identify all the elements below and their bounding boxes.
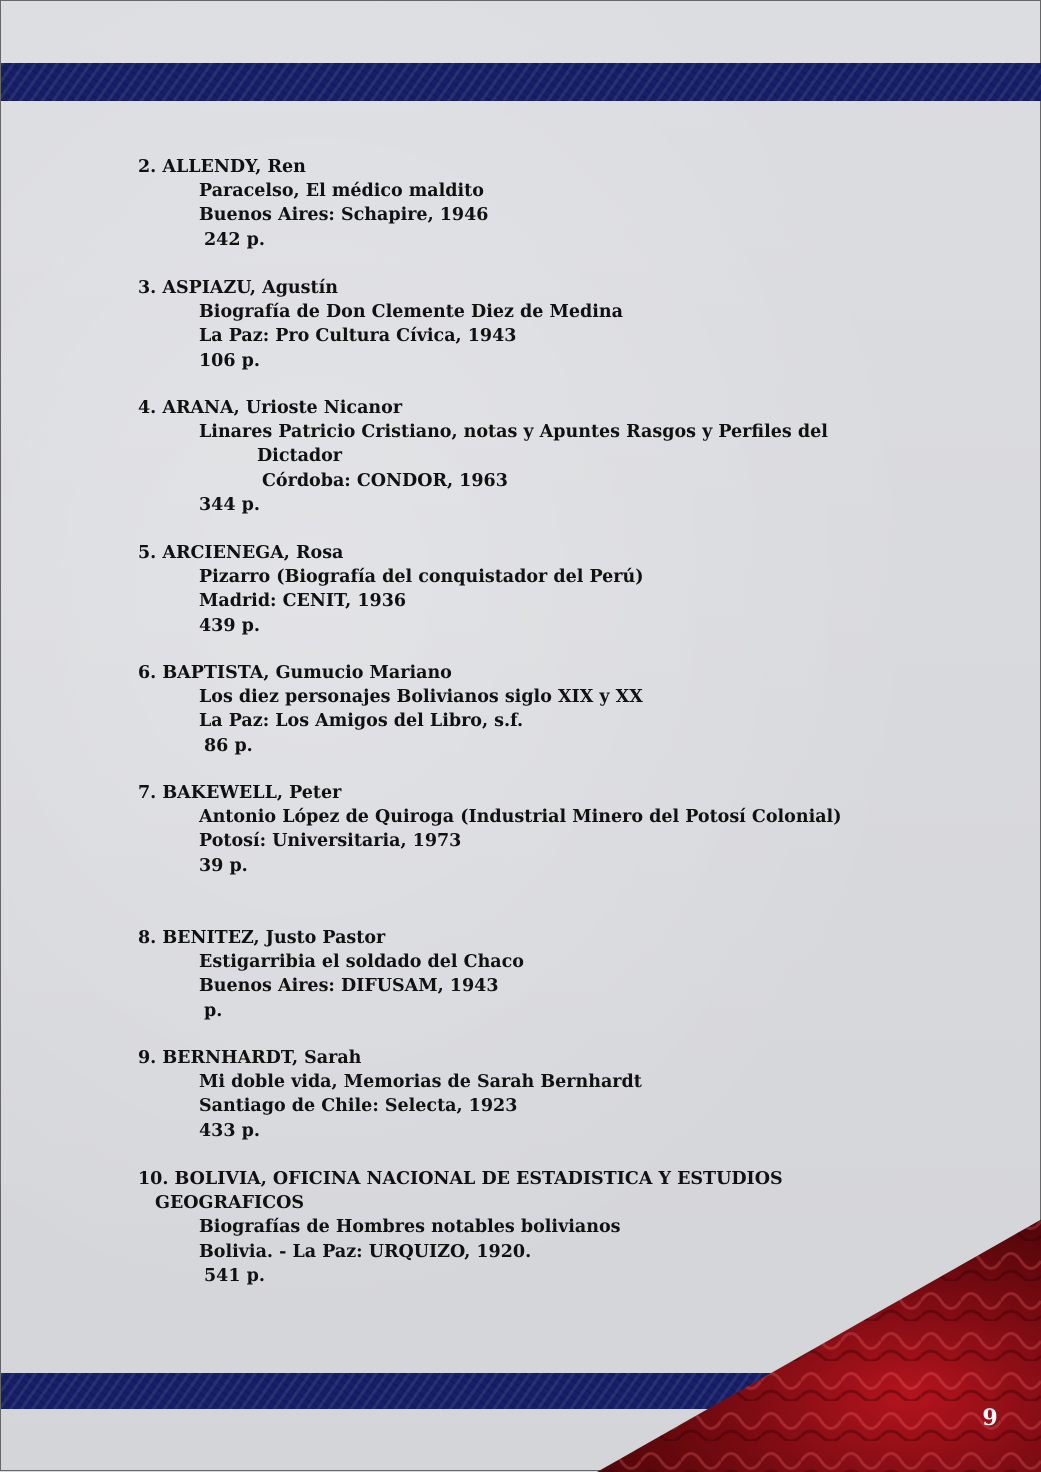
bibliography-entry	[138, 396, 1018, 517]
entry-title: Biografía de Don Clemente Diez de Medina	[199, 302, 623, 323]
entry-heading: 8. BENITEZ, Justo Pastor	[138, 928, 386, 948]
bibliography-entry	[138, 276, 1018, 373]
entry-title: Antonio López de Quiroga (Industrial Minero del Potosí Colonial)	[199, 807, 842, 828]
bibliography-entry	[138, 781, 1018, 878]
bibliography-entry	[138, 661, 1018, 758]
bibliography-entry	[138, 1167, 1018, 1288]
entry-heading: 9. BERNHARDT, Sarah	[138, 1048, 362, 1068]
entry-heading: 3. ASPIAZU, Agustín	[138, 278, 338, 298]
entry-pages: 39 p.	[199, 855, 248, 876]
entry-title: Linares Patricio Cristiano, notas y Apuntes Rasgos y Perfiles del	[199, 422, 828, 443]
entry-heading: 4. ARANA, Urioste Nicanor	[138, 398, 403, 418]
entry-publisher: Madrid: CENIT, 1936	[199, 591, 407, 612]
entry-pages: 242 p.	[204, 229, 265, 250]
entry-heading-continued: GEOGRAFICOS	[155, 1193, 305, 1214]
entry-pages: 541 p.	[204, 1265, 265, 1286]
entry-publisher: Bolivia. - La Paz: URQUIZO, 1920.	[199, 1241, 532, 1262]
bibliography-entry	[138, 1046, 1018, 1143]
entry-pages: p.	[204, 1000, 223, 1021]
entry-title: Mi doble vida, Memorias de Sarah Bernhardt	[199, 1072, 642, 1093]
entry-publisher: La Paz: Los Amigos del Libro, s.f.	[199, 711, 524, 732]
entry-title: Estigarribia el soldado del Chaco	[199, 952, 524, 973]
entry-title: Paracelso, El médico maldito	[199, 181, 484, 202]
entry-title: Pizarro (Biografía del conquistador del Perú)	[199, 567, 644, 588]
entry-title: Biografías de Hombres notables bolivianos	[199, 1217, 621, 1238]
entry-heading: 2. ALLENDY, Ren	[138, 157, 306, 177]
entry-title: Los diez personajes Bolivianos siglo XIX y XX	[199, 687, 643, 708]
bibliography-entry	[138, 155, 1018, 252]
entry-pages: 344 p.	[199, 494, 260, 515]
entry-heading: 7. BAKEWELL, Peter	[138, 783, 342, 803]
entry-publisher: Potosí: Universitaria, 1973	[199, 831, 462, 852]
bibliography-entry	[138, 926, 1018, 1023]
entry-heading: 6. BAPTISTA, Gumucio Mariano	[138, 663, 452, 683]
entry-publisher: Buenos Aires: Schapire, 1946	[199, 205, 489, 226]
entry-publisher: Córdoba: CONDOR, 1963	[262, 470, 508, 491]
bibliography-entry	[138, 541, 1018, 638]
entry-publisher: Santiago de Chile: Selecta, 1923	[199, 1096, 518, 1117]
entry-title-continued: Dictador	[257, 446, 343, 467]
page-number: 9	[982, 1405, 998, 1431]
entry-pages: 439 p.	[199, 615, 260, 636]
entry-pages: 433 p.	[199, 1120, 260, 1141]
entry-heading: 10. BOLIVIA, OFICINA NACIONAL DE ESTADISTICA Y ESTUDIOS	[138, 1169, 783, 1189]
entry-pages: 86 p.	[204, 735, 253, 756]
entry-publisher: Buenos Aires: DIFUSAM, 1943	[199, 976, 499, 997]
entry-publisher: La Paz: Pro Cultura Cívica, 1943	[199, 326, 517, 347]
entry-pages: 106 p.	[199, 350, 260, 371]
entry-heading: 5. ARCIENEGA, Rosa	[138, 543, 344, 563]
